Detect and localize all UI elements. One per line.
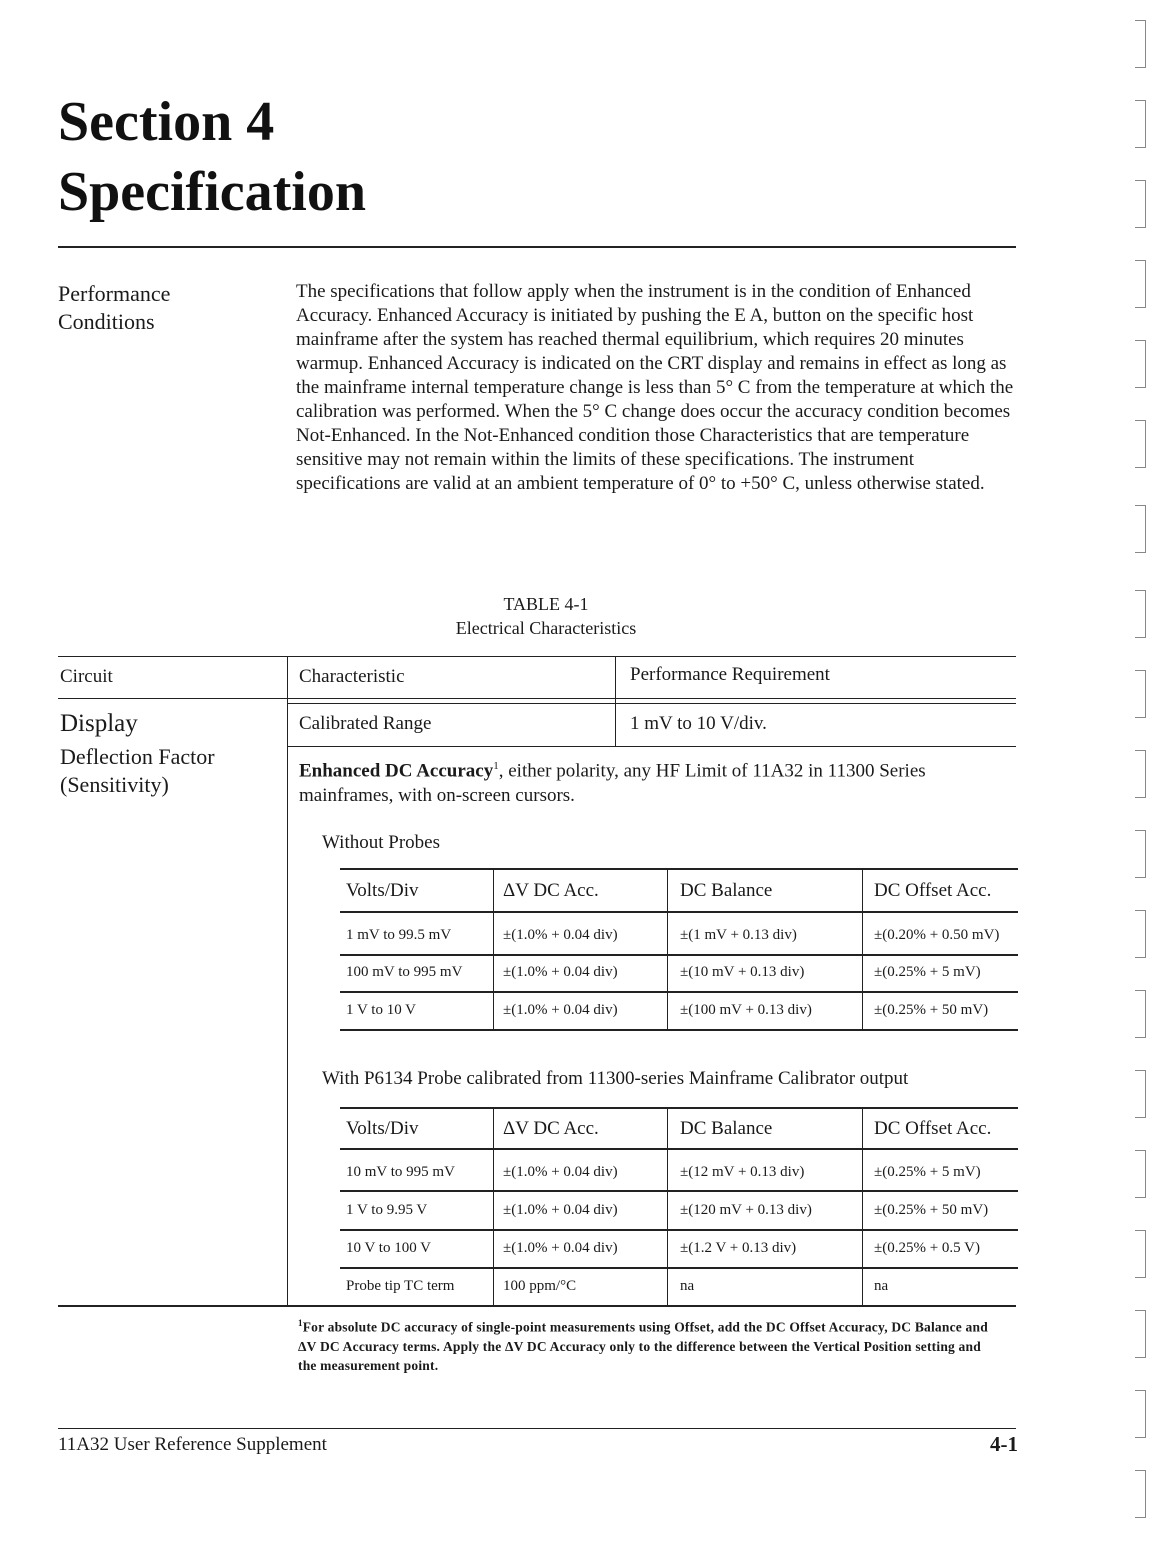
- wp-row2-rule: [340, 991, 1018, 993]
- footnote: [298, 1314, 998, 1375]
- table-cell: ±(120 mV + 0.13 div): [680, 1202, 812, 1218]
- wp-row1-rule: [340, 954, 1018, 956]
- pr-top-rule: [340, 1107, 1018, 1109]
- scan-edge-mark: [1135, 750, 1146, 798]
- characteristic-column-divider: [615, 656, 616, 747]
- table-cell: na: [680, 1278, 695, 1294]
- circuit-sensitivity: (Sensitivity): [60, 772, 169, 797]
- pr-col-divider-2: [667, 1107, 668, 1305]
- wp-header-dc-offset-acc: DC Offset Acc.: [874, 880, 992, 901]
- enhanced-dc-accuracy-title: Enhanced DC Accuracy: [299, 760, 494, 782]
- scan-edge-mark: [1135, 590, 1146, 638]
- pr-row2-rule: [340, 1229, 1018, 1231]
- table-cell: ±(1.0% + 0.04 div): [503, 1240, 618, 1256]
- section-number: Section 4: [58, 91, 275, 153]
- scan-edge-mark: [1135, 260, 1146, 308]
- table-cell: ±(0.25% + 5 mV): [874, 964, 981, 980]
- table-caption: Electrical Characteristics: [455, 618, 637, 638]
- scan-edge-mark: [1135, 1470, 1146, 1518]
- scan-edge-mark: [1135, 1150, 1146, 1198]
- pr-header-volts-div: Volts/Div: [346, 1118, 419, 1139]
- scan-edge-mark: [1135, 1390, 1146, 1438]
- calibrated-range-value: 1 mV to 10 V/div.: [630, 713, 767, 734]
- table-cell: ±(1.2 V + 0.13 div): [680, 1240, 797, 1256]
- table-label: TABLE 4-1: [503, 594, 589, 614]
- table-cell: ±(0.20% + 0.50 mV): [874, 927, 1000, 943]
- footer-rule: [58, 1428, 1016, 1429]
- table-header-rule-2: [288, 703, 1016, 704]
- table-cell: na: [874, 1278, 889, 1294]
- scan-edge-mark: [1135, 1230, 1146, 1278]
- scan-edge-mark: [1135, 20, 1146, 68]
- wp-bottom-rule: [340, 1029, 1018, 1031]
- table-cell: ±(0.25% + 5 mV): [874, 1164, 981, 1180]
- pr-row3-rule: [340, 1267, 1018, 1269]
- table-top-rule: [58, 656, 1016, 657]
- table-cell: ±(1.0% + 0.04 div): [503, 1002, 618, 1018]
- pr-header-rule: [340, 1148, 1018, 1150]
- table-bottom-rule: [58, 1305, 1016, 1307]
- table-cell: ±(100 mV + 0.13 div): [680, 1002, 812, 1018]
- scan-edge-mark: [1135, 990, 1146, 1038]
- header-circuit: Circuit: [60, 666, 113, 687]
- header-performance-requirement: Performance Requirement: [630, 664, 830, 685]
- wp-col-divider-1: [493, 868, 494, 1030]
- scan-edge-mark: [1135, 910, 1146, 958]
- wp-header-rule: [340, 911, 1018, 913]
- enhanced-dc-accuracy-rest: , either polarity, any HF Limit of 11A32 in 11300 Series: [498, 760, 926, 782]
- header-characteristic: Characteristic: [299, 666, 405, 687]
- table-cell: ±(0.25% + 50 mV): [874, 1002, 989, 1018]
- pr-col-divider-1: [493, 1107, 494, 1305]
- table-cell: ±(1.0% + 0.04 div): [503, 964, 618, 980]
- page-title: Specification: [58, 161, 366, 223]
- scan-edge-mark: [1135, 830, 1146, 878]
- with-probe-label: With P6134 Probe calibrated from 11300-series Mainframe Calibrator output: [322, 1068, 909, 1089]
- pr-header-dv-dc-acc: ΔV DC Acc.: [503, 1118, 599, 1139]
- pr-col-divider-3: [862, 1107, 863, 1305]
- scan-edge-mark: [1135, 670, 1146, 718]
- wp-col-divider-3: [862, 868, 863, 1030]
- scan-edge-mark: [1135, 180, 1146, 228]
- table-cell: ±(1.0% + 0.04 div): [503, 927, 618, 943]
- table-cell: ±(1 mV + 0.13 div): [680, 927, 797, 943]
- circuit-deflection-factor: Deflection Factor: [60, 744, 215, 769]
- pr-header-dc-balance: DC Balance: [680, 1118, 773, 1139]
- without-probes-label: Without Probes: [322, 832, 440, 853]
- calibrated-range-label: Calibrated Range: [299, 713, 432, 734]
- enhanced-dc-accuracy-line1: [299, 760, 926, 782]
- performance-heading: [58, 280, 278, 336]
- table-cell: 10 V to 100 V: [346, 1240, 432, 1256]
- page-number: 4-1: [990, 1432, 1018, 1456]
- pr-row1-rule: [340, 1190, 1018, 1192]
- scan-edge-mark: [1135, 1310, 1146, 1358]
- circuit-column-divider: [287, 656, 288, 1306]
- footnote-ref: 1: [493, 760, 499, 772]
- table-cell: 1 V to 10 V: [346, 1002, 417, 1018]
- table-cell: ±(1.0% + 0.04 div): [503, 1164, 618, 1180]
- wp-top-rule: [340, 868, 1018, 870]
- table-cell: ±(12 mV + 0.13 div): [680, 1164, 805, 1180]
- table-cell: Probe tip TC term: [346, 1278, 455, 1294]
- table-cell: 1 V to 9.95 V: [346, 1202, 428, 1218]
- table-cell: 100 mV to 995 mV: [346, 964, 463, 980]
- wp-col-divider-2: [667, 868, 668, 1030]
- row1-bottom-rule: [288, 746, 1016, 747]
- footnote-text: For absolute DC accuracy of single-point measurements using Offset, add the DC Offset Accuracy, DC Balance and ΔV DC Accuracy terms. Apply the ΔV DC Accuracy only to the difference between the Vertical Position setting and the measurement point.: [298, 1319, 988, 1373]
- performance-paragraph: The specifications that follow apply when the instrument is in the condition of Enhanced Accuracy. Enhanced Accuracy is initiated by pushing the E A, button on the specific host mainframe after the system has reached thermal equilibrium, which requires 20 minutes warmup. Enhanced Accuracy is indicated on the CRT display and remains in effect as long as the mainframe internal temperature change is less than 5° C from the temperature at which the calibration was performed. When the 5° C change does occur the accuracy condition becomes Not-Enhanced. In the Not-Enhanced condition those Characteristics that are temperature sensitive may not remain within the limits of these specifications. The instrument specifications are valid at an ambient temperature of 0° to +50° C, unless otherwise stated.: [296, 281, 1014, 494]
- table-cell: ±(0.25% + 0.5 V): [874, 1240, 980, 1256]
- scan-edge-mark: [1135, 420, 1146, 468]
- table-cell: ±(10 mV + 0.13 div): [680, 964, 805, 980]
- scan-edge-mark: [1135, 100, 1146, 148]
- scan-edge-mark: [1135, 1070, 1146, 1118]
- scan-edge-mark: [1135, 505, 1146, 553]
- table-cell: 100 ppm/°C: [503, 1278, 577, 1294]
- wp-header-dc-balance: DC Balance: [680, 880, 773, 901]
- table-cell: ±(0.25% + 50 mV): [874, 1202, 989, 1218]
- circuit-display: Display: [60, 710, 138, 737]
- scan-edge-mark: [1135, 340, 1146, 388]
- footnote-marker: 1: [298, 1318, 303, 1328]
- wp-header-volts-div: Volts/Div: [346, 880, 419, 901]
- table-cell: 1 mV to 99.5 mV: [346, 927, 452, 943]
- title-rule: [58, 246, 1016, 248]
- table-cell: 10 mV to 995 mV: [346, 1164, 455, 1180]
- enhanced-dc-accuracy-line2: mainframes, with on-screen cursors.: [299, 785, 575, 806]
- performance-heading-line2: Conditions: [58, 309, 155, 334]
- wp-header-dv-dc-acc: ΔV DC Acc.: [503, 880, 599, 901]
- footer-publication: 11A32 User Reference Supplement: [58, 1434, 327, 1455]
- performance-heading-line1: Performance: [58, 281, 171, 306]
- table-header-rule-1: [58, 698, 1016, 699]
- pr-header-dc-offset-acc: DC Offset Acc.: [874, 1118, 992, 1139]
- table-cell: ±(1.0% + 0.04 div): [503, 1202, 618, 1218]
